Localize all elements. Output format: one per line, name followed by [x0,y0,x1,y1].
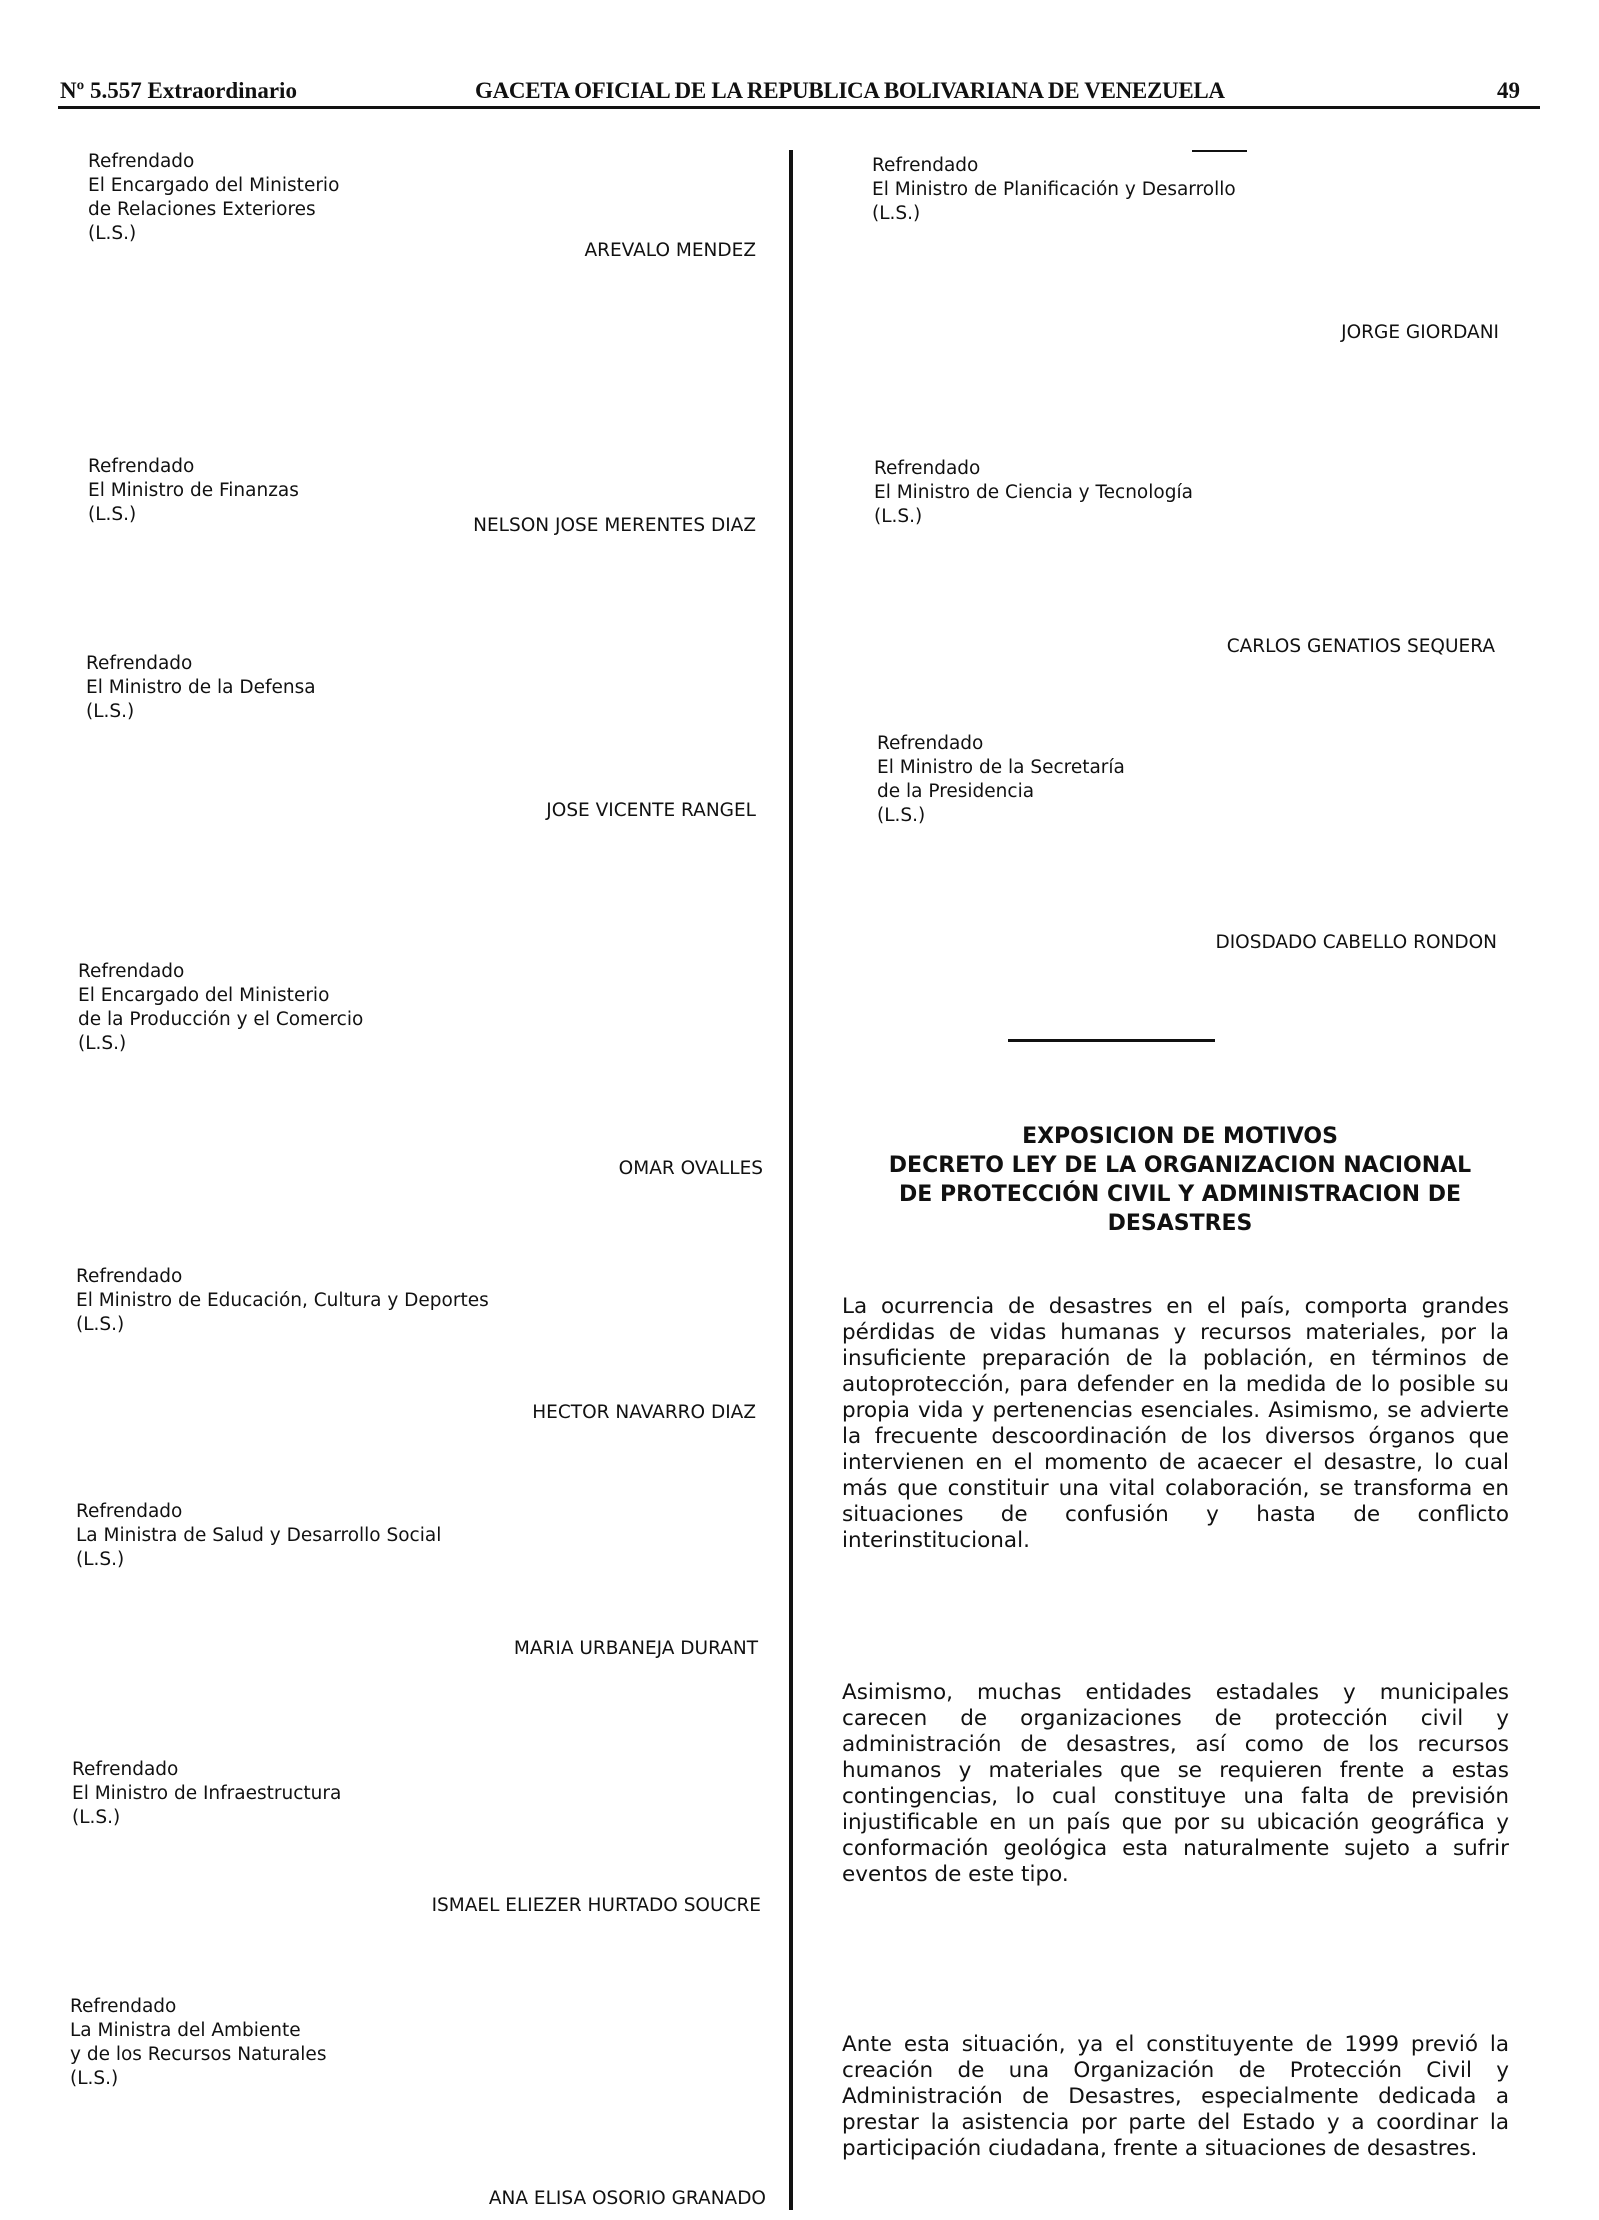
endorsement-line: de la Presidencia [877,781,1035,802]
title-line: DESASTRES [1107,1211,1253,1236]
endorsement-line: Refrendado [872,155,979,176]
section-separator [1008,1039,1215,1042]
endorsement-line: El Ministro de Ciencia y Tecnología [874,482,1193,503]
signatory-name: DIOSDADO CABELLO RONDON [1215,932,1497,953]
endorsement-line: Refrendado [72,1759,179,1780]
title-line: DECRETO LEY DE LA ORGANIZACION NACIONAL [888,1153,1472,1178]
signatory-name: HECTOR NAVARRO DIAZ [532,1402,756,1423]
gazette-title: GACETA OFICIAL DE LA REPUBLICA BOLIVARIANA DE VENEZUELA [475,78,1225,103]
endorsement-line: Refrendado [88,151,195,172]
endorsement-line: (L.S.) [78,1033,127,1054]
signatory-name: OMAR OVALLES [618,1158,763,1179]
endorsement-line: Refrendado [70,1996,177,2017]
endorsement-line: Refrendado [86,653,193,674]
endorsement-line: El Ministro de Infraestructura [72,1783,342,1804]
gazette-header [60,78,1520,108]
signatory-name: MARIA URBANEJA DURANT [513,1638,758,1659]
column-divider [789,150,793,2210]
signatory-name: NELSON JOSE MERENTES DIAZ [473,515,756,536]
endorsement-environment [70,1995,326,2091]
endorsement-line: (L.S.) [88,504,137,525]
endorsement-line: El Encargado del Ministerio [78,985,330,1006]
endorsement-science-technology [874,457,1193,529]
endorsement-line: El Ministro de la Defensa [86,677,316,698]
endorsement-line: (L.S.) [70,2068,119,2089]
endorsement-line: Refrendado [874,458,981,479]
endorsement-line: (L.S.) [877,805,926,826]
endorsement-line: El Ministro de Planificación y Desarrollo [872,179,1236,200]
signatory-name: JORGE GIORDANI [1341,322,1499,343]
signatory-name: JOSE VICENTE RANGEL [546,800,756,821]
endorsement-planning [872,154,1236,226]
endorsement-foreign-affairs [88,150,339,246]
endorsement-infrastructure [72,1758,341,1830]
endorsement-line: El Encargado del Ministerio [88,175,340,196]
signatory-name: CARLOS GENATIOS SEQUERA [1226,636,1495,657]
exposition-paragraph: Ante esta situación, ya el constituyente de 1999 previó la creación de una Organización de Protección Civil y Administración de Desastres, especialmente dedicada a prestar la asistencia por parte del Estado y a coordinar la participación ciudadana, frente a situaciones de desastres. [842,2032,1509,2161]
signatory-name: AREVALO MENDEZ [584,240,756,261]
decorative-rule [1192,150,1247,152]
endorsement-line: Refrendado [78,961,185,982]
endorsement-line: de la Producción y el Comercio [78,1009,364,1030]
endorsement-line: La Ministra del Ambiente [70,2020,301,2041]
endorsement-line: Refrendado [76,1266,183,1287]
endorsement-line: (L.S.) [86,701,135,722]
endorsement-line: (L.S.) [76,1314,125,1335]
endorsement-line: (L.S.) [872,203,921,224]
signatory-name: ISMAEL ELIEZER HURTADO SOUCRE [431,1895,761,1916]
endorsement-line: (L.S.) [874,506,923,527]
endorsement-line: El Ministro de Educación, Cultura y Deportes [76,1290,489,1311]
endorsement-line: Refrendado [76,1501,183,1522]
endorsement-line: de Relaciones Exteriores [88,199,316,220]
header-rule [58,106,1540,109]
endorsement-line: Refrendado [877,733,984,754]
endorsement-line: El Ministro de la Secretaría [877,757,1125,778]
endorsement-finance [88,455,299,527]
endorsement-line: (L.S.) [72,1807,121,1828]
exposition-title [840,1122,1520,1238]
title-line: EXPOSICION DE MOTIVOS [1022,1124,1338,1149]
endorsement-line: La Ministra de Salud y Desarrollo Social [76,1525,442,1546]
endorsement-line: El Ministro de Finanzas [88,480,299,501]
issue-number: Nº 5.557 Extraordinario [60,78,297,103]
page-number: 49 [1497,78,1520,103]
endorsement-line: y de los Recursos Naturales [70,2044,327,2065]
endorsement-line: (L.S.) [88,223,137,244]
endorsement-line: (L.S.) [76,1549,125,1570]
endorsement-health [76,1500,441,1572]
endorsement-production-commerce [78,960,363,1056]
endorsement-presidency [877,732,1125,828]
endorsement-line: Refrendado [88,456,195,477]
signatory-name: ANA ELISA OSORIO GRANADO [488,2188,766,2209]
endorsement-defense [86,652,316,724]
exposition-paragraph: Asimismo, muchas entidades estadales y municipales carecen de organizaciones de protección civil y administración de desastres, así como de los recursos humanos y materiales que se requieren frente a estas contingencias, lo cual constituye una falta de previsión injustificable en un país que por su ubicación geográfica y conformación geológica esta naturalmente sujeto a sufrir eventos de este tipo. [842,1680,1509,1887]
endorsement-education [76,1265,489,1337]
exposition-paragraph: La ocurrencia de desastres en el país, comporta grandes pérdidas de vidas humanas y recursos materiales, por la insuficiente preparación de la población, en términos de autoprotección, para defender en la medida de lo posible su propia vida y pertenencias esenciales. Asimismo, se advierte la frecuente descoordinación de los diversos órganos que intervienen en el momento de acaecer el desastre, lo cual más que constituir una vital colaboración, se transforma en situaciones de confusión y hasta de conflicto interinstitucional. [842,1294,1509,1553]
title-line: DE PROTECCIÓN CIVIL Y ADMINISTRACION DE [899,1182,1461,1207]
